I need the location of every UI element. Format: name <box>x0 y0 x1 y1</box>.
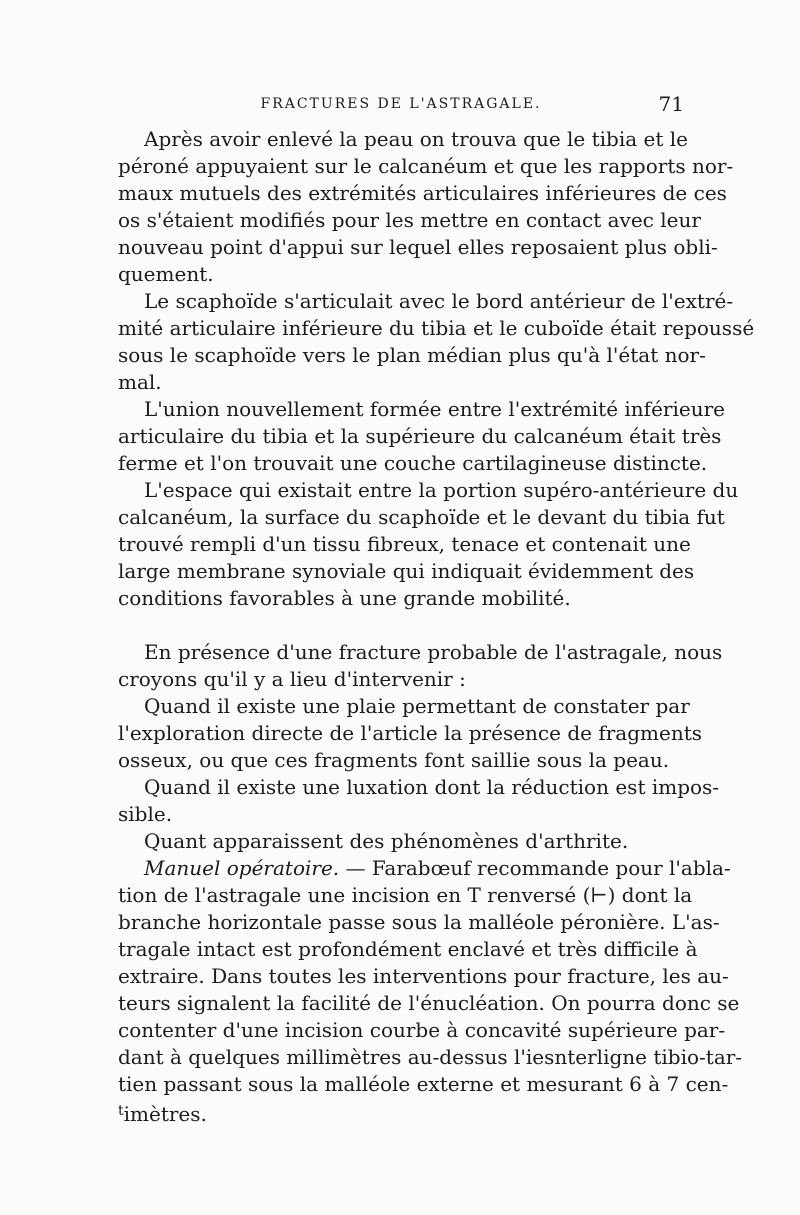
text-line: extraire. Dans toutes les interventions pour fracture, les au- <box>118 964 729 988</box>
text-line: Quand il existe une luxation dont la réduction est impos- <box>144 775 720 799</box>
paragraph-wound <box>118 693 702 774</box>
paragraph-space <box>118 477 739 612</box>
text-line: péroné appuyaient sur le calcanéum et que les rapports nor- <box>118 154 734 178</box>
text-fragment: — Farabœuf recommande pour l'abla- <box>339 856 731 880</box>
raised-letter: t <box>118 1103 124 1119</box>
page-number: 71 <box>658 92 684 116</box>
text-fragment: imètres. <box>123 1102 207 1126</box>
text-line: dant à quelques millimètres au-dessus l'iesnterligne tibio-tar- <box>118 1045 743 1069</box>
paragraph-operative-manual <box>118 855 743 1126</box>
text-line: ferme et l'on trouvait une couche cartilagineuse distincte. <box>118 451 708 475</box>
paragraph-findings-tibia <box>118 126 734 288</box>
paragraph-scaphoid <box>118 288 755 396</box>
text-line: tion de l'astragale une incision en T renversé (⊢) dont la <box>118 883 693 907</box>
text-line: mité articulaire inférieure du tibia et le cuboïde était repoussé <box>118 316 755 340</box>
text-line: calcanéum, la surface du scaphoïde et le devant du tibia fut <box>118 505 725 529</box>
text-line <box>118 855 731 882</box>
text-line: tien passant sous la malléole externe et mesurant 6 à 7 cen- <box>118 1072 729 1096</box>
text-line: Après avoir enlevé la peau on trouva que le tibia et le <box>144 127 688 151</box>
text-line: large membrane synoviale qui indiquait évidemment des <box>118 559 695 583</box>
text-line: sous le scaphoïde vers le plan médian plus qu'à l'état nor- <box>118 343 706 367</box>
text-line: teurs signalent la facilité de l'énucléation. On pourra donc se <box>118 991 740 1015</box>
running-title: FRACTURES DE L'ASTRAGALE. <box>260 96 542 112</box>
text-line: En présence d'une fracture probable de l'astragale, nous <box>144 640 723 664</box>
body-text <box>118 126 755 1126</box>
section-gap <box>118 612 684 639</box>
text-line: contenter d'une incision courbe à concavité supérieure par- <box>118 1018 726 1042</box>
paragraph-arthritis <box>118 828 684 855</box>
text-line: Le scaphoïde s'articulait avec le bord antérieur de l'extré- <box>144 289 734 313</box>
running-head <box>118 92 684 122</box>
text-line: nouveau point d'appui sur lequel elles reposaient plus obli- <box>118 235 718 259</box>
text-line: L'espace qui existait entre la portion supéro-antérieure du <box>144 478 739 502</box>
text-line: conditions favorables à une grande mobilité. <box>118 586 571 610</box>
operative-manual-heading: Manuel opératoire. <box>144 856 340 880</box>
paragraph-union <box>118 396 725 477</box>
text-line: L'union nouvellement formée entre l'extrémité inférieure <box>144 397 725 421</box>
text-line: trouvé rempli d'un tissu fibreux, tenace et contenait une <box>118 532 691 556</box>
text-line: osseux, ou que ces fragments font saillie sous la peau. <box>118 748 670 772</box>
text-line: os s'étaient modifiés pour les mettre en contact avec leur <box>118 208 701 232</box>
paragraph-luxation <box>118 774 720 828</box>
text-line: sible. <box>118 802 173 826</box>
text-line <box>118 1098 684 1125</box>
paragraph-intervention <box>118 639 723 693</box>
text-line: tragale intact est profondément enclavé et très difficile à <box>118 937 698 961</box>
text-line: maux mutuels des extrémités articulaires inférieures de ces <box>118 181 727 205</box>
text-line: quement. <box>118 262 214 286</box>
text-line: Quand il existe une plaie permettant de constater par <box>144 694 690 718</box>
text-line: mal. <box>118 370 162 394</box>
text-line: Quant apparaissent des phénomènes d'arthrite. <box>144 829 629 853</box>
text-line: l'exploration directe de l'article la présence de fragments <box>118 721 702 745</box>
text-line: articulaire du tibia et la supérieure du calcanéum était très <box>118 424 722 448</box>
text-line: croyons qu'il y a lieu d'intervenir : <box>118 667 466 691</box>
text-line: branche horizontale passe sous la malléole péronière. L'as- <box>118 910 720 934</box>
